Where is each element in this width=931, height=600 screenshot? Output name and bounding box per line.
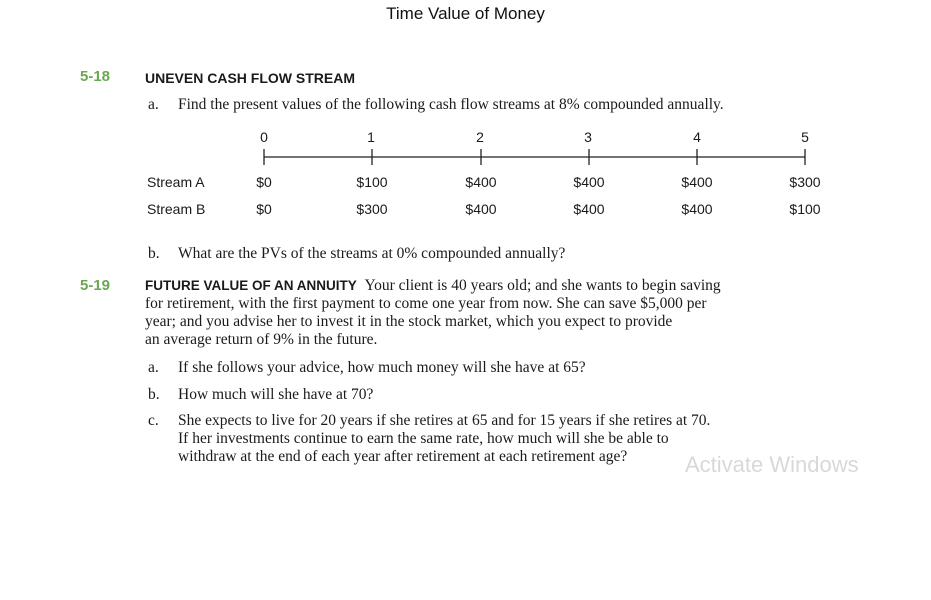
stream-cell: $400: [465, 201, 497, 217]
intro-line: for retirement, with the first payment to come one year from now. She can save $5,000 per: [145, 295, 707, 312]
part-a-5-18: [148, 96, 724, 114]
problem-number-5-19: 5-19: [80, 277, 111, 294]
stream-cell: $400: [681, 174, 713, 190]
part-b-5-18: [148, 245, 565, 263]
part-marker: b.: [148, 245, 160, 262]
part-c-line: withdraw at the end of each year after retirement at each retirement age?: [178, 448, 628, 465]
stream-cell: $100: [789, 201, 821, 217]
timeline-period-label: 5: [801, 129, 809, 145]
stream-cell: $0: [256, 174, 272, 190]
timeline-axis: [255, 146, 815, 168]
stream-cell: $400: [681, 201, 713, 217]
timeline-period-label: 4: [693, 129, 701, 145]
intro-line: an average return of 9% in the future.: [145, 331, 378, 348]
stream-cell: $0: [256, 201, 272, 217]
part-c-line: She expects to live for 20 years if she retires at 65 and for 15 years if she retires at 70.: [178, 412, 711, 429]
part-text: [178, 412, 710, 466]
part-text: If she follows your advice, how much money will she have at 65?: [178, 359, 586, 376]
problem-number-5-18: 5-18: [80, 68, 111, 85]
part-marker: b.: [148, 386, 160, 403]
stream-cell: $400: [465, 174, 497, 190]
part-a-5-19: [148, 359, 586, 377]
part-c-line: If her investments continue to earn the same rate, how much will she be able to: [178, 430, 669, 447]
stream-cell: $300: [356, 201, 388, 217]
activate-windows-watermark: Activate Windows: [685, 452, 859, 477]
stream-cell: $100: [356, 174, 388, 190]
problem-intro-5-19: [145, 277, 825, 349]
stream-name: Stream A: [147, 174, 205, 190]
stream-name: Stream B: [147, 201, 206, 217]
part-b-5-19: [148, 386, 373, 404]
timeline-period-label: 0: [260, 129, 268, 145]
stream-cell: $400: [573, 201, 605, 217]
timeline-period-label: 2: [476, 129, 484, 145]
part-text: Find the present values of the following cash flow streams at 8% compounded annually.: [178, 96, 724, 113]
stream-cell: $400: [573, 174, 605, 190]
part-text: What are the PVs of the streams at 0% compounded annually?: [178, 245, 566, 262]
page-title: Time Value of Money: [386, 4, 545, 23]
intro-line: year; and you advise her to invest it in the stock market, which you expect to provide: [145, 313, 673, 330]
timeline-period-label: 1: [367, 129, 375, 145]
part-marker: c.: [148, 412, 159, 429]
intro-line: Your client is 40 years old; and she wants to begin saving: [364, 277, 721, 294]
problem-title-5-19: FUTURE VALUE OF AN ANNUITY: [145, 278, 357, 293]
part-marker: a.: [148, 96, 159, 113]
part-marker: a.: [148, 359, 159, 376]
timeline-period-label: 3: [584, 129, 592, 145]
stream-cell: $300: [789, 174, 821, 190]
part-text: How much will she have at 70?: [178, 386, 374, 403]
problem-title-5-18: UNEVEN CASH FLOW STREAM: [145, 70, 355, 86]
